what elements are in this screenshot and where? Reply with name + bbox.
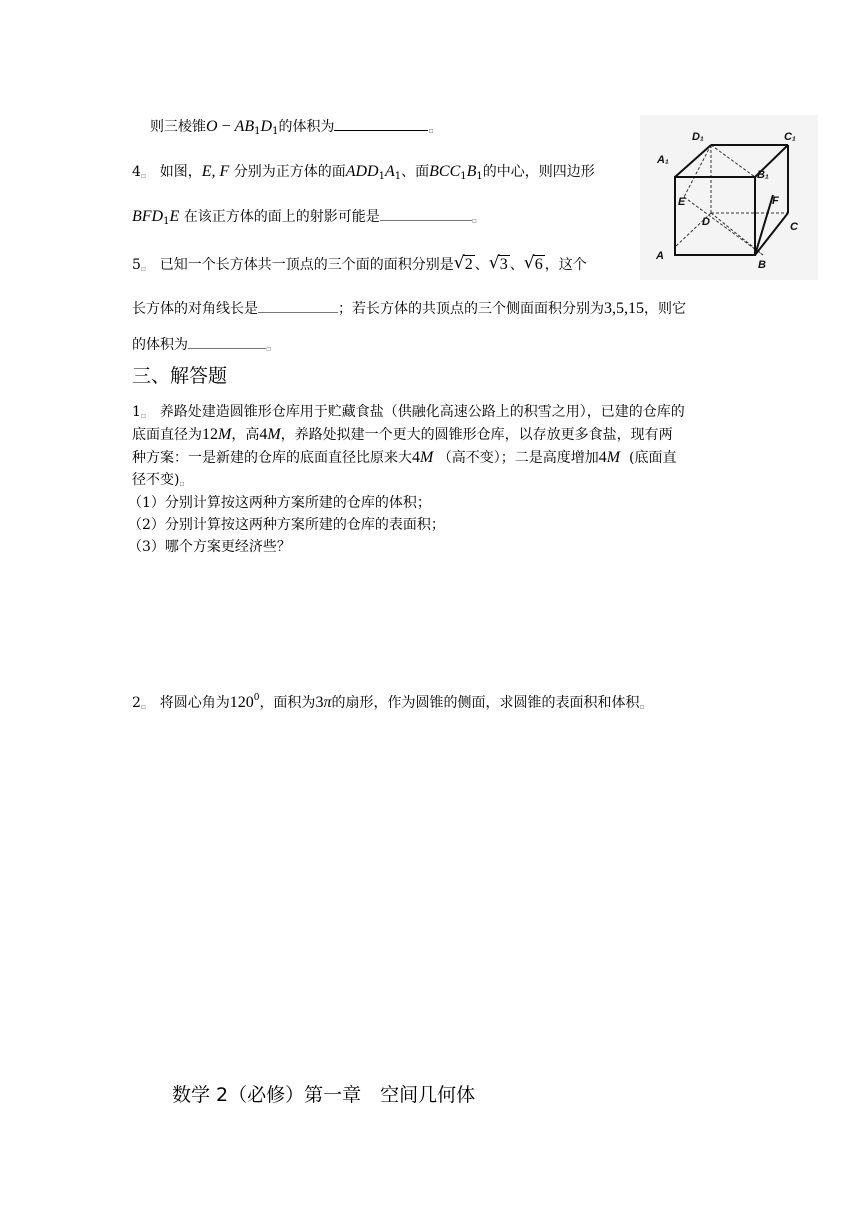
sqrt-3: √ 3 <box>488 253 508 273</box>
question-3-line: 则三棱锥$O - AB_1D_1$的体积为 ▫ <box>150 118 434 137</box>
problem-1-line-4: 径不变)▫ <box>132 472 185 488</box>
section-heading: 三、解答题 <box>132 365 228 387</box>
label-F: F <box>772 195 779 207</box>
problem-2-line: 2▫ 将圆心角为$120^0$，面积为3π的扇形，作为圆锥的侧面，求圆锥的表面积和体积▫ <box>132 693 645 711</box>
question-number: 2 <box>132 695 141 711</box>
label-A1: A₁ <box>657 154 669 166</box>
problem-1-line-3: 种方案：一是新建的仓库的底面直径比原来大4M （高不变）；二是高度增加4M (底面直 <box>132 449 677 466</box>
problem-1-line-1: 1▫ 养路处建造圆锥形仓库用于贮藏食盐（供融化高速公路上的积雪之用），已建的仓库的 <box>132 404 685 420</box>
label-D1: D₁ <box>692 131 704 143</box>
question-5-line-2: 长方体的对角线长是 ；若长方体的共顶点的三个侧面面积分别为3,5,15，则它 <box>132 300 686 317</box>
label-B: B <box>758 259 766 271</box>
problem-1-line-2: 底面直径为12M，高4M，养路处拟建一个更大的圆锥形仓库，以存放更多食盐，现有两 <box>132 426 673 443</box>
question-4-line-1: 4▫ 如图，E, F 分别为正方体的面$ADD_1A_1$、面$BCC_1B_1$的中心，则四边形 <box>132 163 595 182</box>
cube-figure <box>640 115 818 280</box>
question-4-line-2: $BFD_1E$ 在该正方体的面上的射影可能是 ▫ <box>132 208 478 227</box>
q3-prefix: 则三棱锥 <box>150 119 206 135</box>
problem-1-sub-1: （1）分别计算按这两种方案所建的仓库的体积； <box>128 495 431 511</box>
question-5-line-1: 5▫ 已知一个长方体共一顶点的三个面的面积分别是 √ 2 、 √ 3 、 √ 6 ，这个 <box>132 253 587 273</box>
question-number: 5 <box>132 257 141 273</box>
label-D: D <box>702 216 710 228</box>
label-E: E <box>678 196 686 208</box>
answer-blank[interactable] <box>188 334 266 349</box>
answer-blank[interactable] <box>380 206 472 221</box>
question-number: 1 <box>132 404 141 420</box>
label-B1: B₁ <box>757 169 769 181</box>
sqrt-6: √ 6 <box>523 253 543 273</box>
label-C: C <box>790 221 798 233</box>
label-C1: C₁ <box>784 131 796 143</box>
answer-blank[interactable] <box>334 116 428 131</box>
question-5-line-3: 的体积为 ▫ <box>132 334 271 359</box>
sqrt-2: √ 2 <box>453 253 473 273</box>
problem-1-sub-3: （3）哪个方案更经济些？ <box>128 539 291 555</box>
answer-blank[interactable] <box>258 298 338 313</box>
page-footer: 数学 2（必修）第一章 空间几何体 <box>172 1084 476 1106</box>
problem-1-sub-2: （2）分别计算按这两种方案所建的仓库的表面积； <box>128 517 445 533</box>
label-A: A <box>656 250 664 262</box>
question-number: 4 <box>132 164 141 180</box>
